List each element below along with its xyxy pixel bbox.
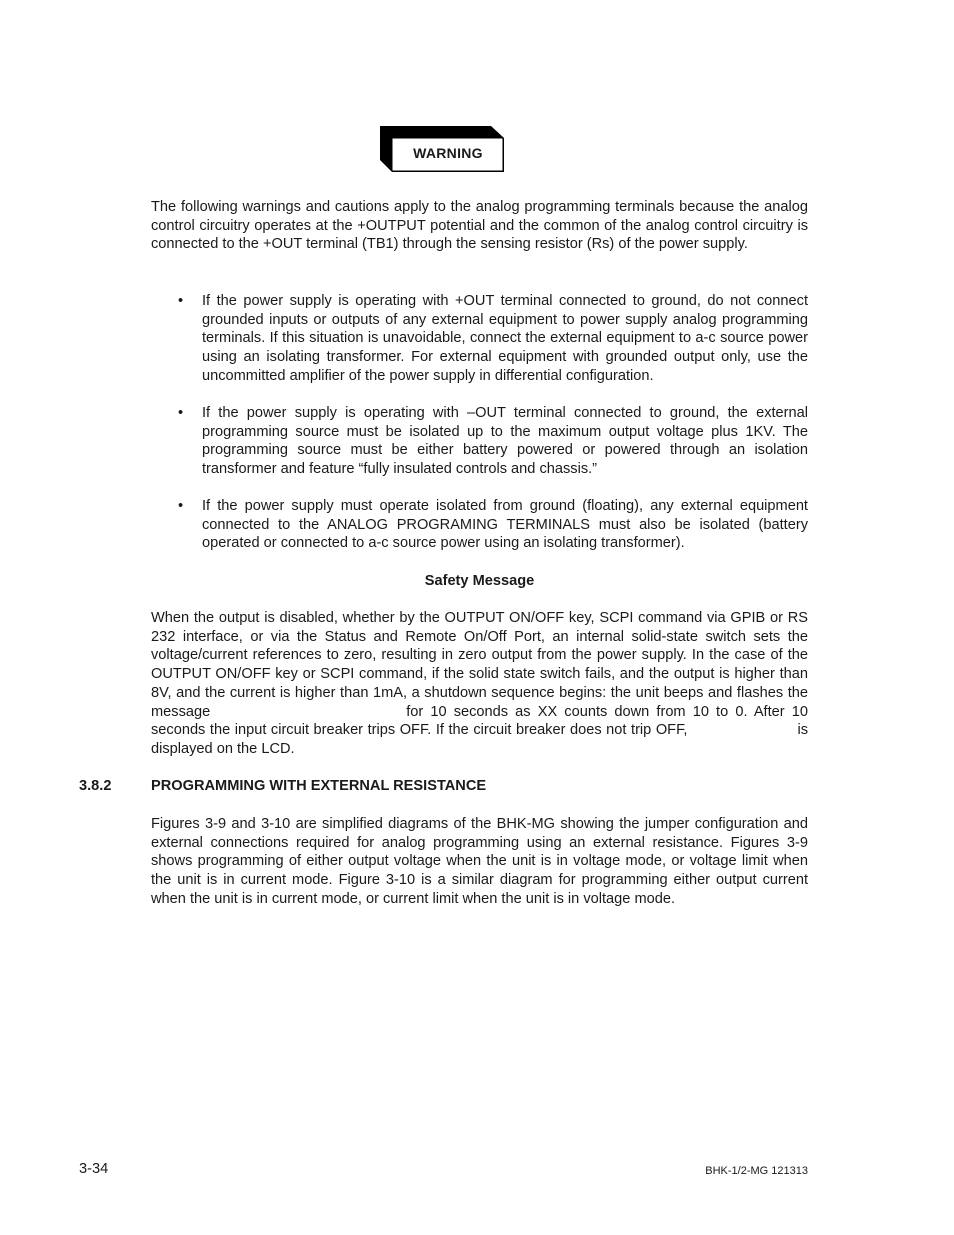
safety-text-part3: is displayed on the LCD. [151,722,808,757]
warning-label: WARNING [413,145,483,161]
warning-box [380,126,504,172]
document-id: BHK-1/2-MG 121313 [705,1165,808,1177]
safety-heading: Safety Message [424,573,535,589]
page-number: 3-34 [79,1161,109,1177]
bullet-item [178,404,808,479]
bullet-item [178,497,808,553]
bullet-dot: • [178,293,184,309]
bullet-dot: • [178,498,184,514]
safety-text-part1: When the output is disabled, whether by the OUTPUT ON/OFF key, SCPI command via GPIB or RS 232 interface, or via the Status and Remote On/Off Port, an internal solid-state switch sets the voltage/current references to zero, resulting in zero output from the power supply. In the case of the OUTPUT ON/OFF key or SCPI command, if the solid state switch fails, and the output is higher than 8V, and the current is higher than 1mA, a shutdown sequence begins: the unit beeps and flashes the message [151,610,808,720]
bullet-dot: • [178,405,184,421]
bullet-text: If the power supply is operating with –OUT terminal connected to ground, the external programming source must be isolated up to the maximum output voltage plus 1KV. The programming source must be either battery powered or powered through an isolation transformer and feature “fully insulated controls and chassis.” [202,405,808,478]
section-title: PROGRAMMING WITH EXTERNAL RESISTANCE [151,778,487,794]
bullet-item [178,292,808,386]
bullet-text: If the power supply is operating with +OUT terminal connected to ground, do not connect grounded inputs or outputs of any external equipment to power supply analog programming terminals. If this situation is unavoidable, connect the external equipment to a-c source power using an isolating transformer. For external equipment with grounded output only, use the uncommitted amplifier of the power supply in differential configuration. [202,293,808,384]
intro-paragraph: The following warnings and cautions apply to the analog programming terminals because the analog control circuitry operates at the +OUTPUT potential and the common of the analog control circuitry is connected to the +OUT terminal (TB1) through the sensing resistor (Rs) of the power supply. [151,199,808,253]
safety-text-part2: for 10 seconds as XX counts down from 10 to 0. After 10 seconds the input circuit breaker trips OFF. If the circuit breaker does not trip OFF, [151,703,808,739]
safety-paragraph [151,609,808,759]
bullet-text: If the power supply must operate isolated from ground (floating), any external equipment connected to the ANALOG PROGRAMING TERMINALS must also be isolated (battery operated or connected to a-c source power using an isolating transformer). [202,498,808,552]
section-body: Figures 3-9 and 3-10 are simplified diagrams of the BHK-MG showing the jumper configuration and external connections required for analog programming using an external resistance. Figures 3-9 shows programming of either output voltage when the unit is in voltage mode, or voltage limit when the unit is in current mode. Figure 3-10 is a similar diagram for programming either output current when the unit is in current mode, or current limit when the unit is in voltage mode. [151,816,808,907]
section-number: 3.8.2 [79,778,112,794]
